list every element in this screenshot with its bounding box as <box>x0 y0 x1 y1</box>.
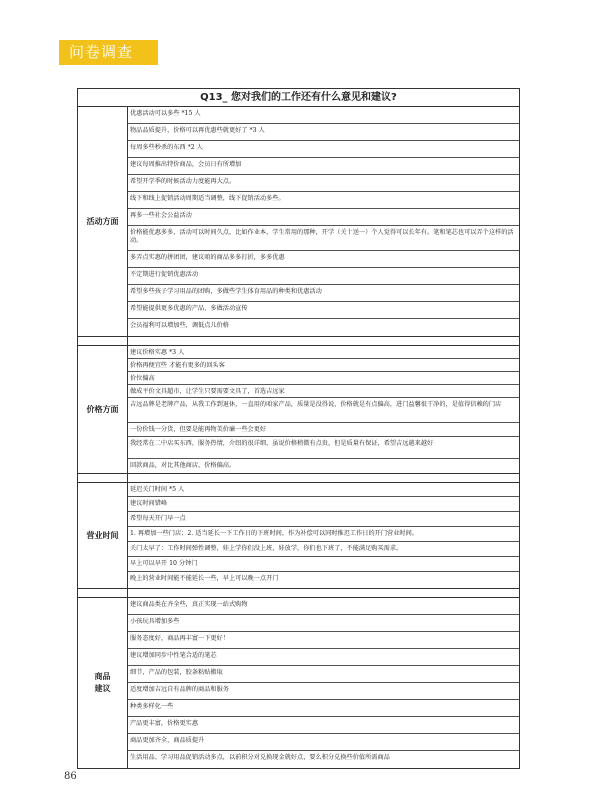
comment-row: 产品更丰富，价格更实惠 <box>128 717 519 734</box>
section-spacer <box>78 337 519 346</box>
section-spacer <box>78 589 519 598</box>
section-header-banner <box>59 40 158 65</box>
section-header-title: 问卷调查 <box>69 43 134 61</box>
comment-row: 建议时间错峰 <box>128 497 519 512</box>
comment-row: 价格能优惠多多，活动可以时间久点，比如作业本，学生常用的那种，开学（关十送一）个人觉得可以长年有。笔和笔芯也可以弄个这样的活动。 <box>128 226 519 251</box>
category-label: 活动方面 <box>78 107 128 336</box>
category-label: 商品 建议 <box>78 598 128 768</box>
comment-row: 细节，产品的包装，胶条粘贴搬取 <box>128 666 519 683</box>
comment-row: 小孩玩具增加多些 <box>128 615 519 632</box>
survey-table <box>77 88 520 769</box>
comment-row: 不定期进行促销优惠活动 <box>128 268 519 285</box>
comment-row: 延迟关门时间 *5 人 <box>128 483 519 497</box>
comment-list <box>128 107 519 336</box>
category-label: 价格方面 <box>78 346 128 473</box>
comment-list <box>128 483 519 588</box>
comment-row: 希望每天开门早一点 <box>128 512 519 527</box>
comment-row: 建议每周推出特价商品，会员日有所增加 <box>128 158 519 175</box>
comment-row: 多弄点实惠的拼团团，建议咱的商品多多打折，多多优惠 <box>128 251 519 268</box>
comment-row: 服务态度好，商品再丰富一下更好！ <box>128 632 519 649</box>
section-activities <box>78 107 519 337</box>
comment-row: 希望开学季的时候活动力度能再大点。 <box>128 175 519 192</box>
comment-row: 种类多样化一些 <box>128 700 519 717</box>
comment-row: 建议价格实惠 *3 人 <box>128 346 519 359</box>
page-number: 86 <box>64 771 77 782</box>
comment-row: 线下和线上促销活动周期适当调整，线下促销活动多些。 <box>128 192 519 209</box>
comment-row: 希望能提供更多优惠的产品，多做活动宣传 <box>128 302 519 319</box>
comment-row: 做成平价文具超市，让学生只要需要文具了，首选吉远家 <box>128 385 519 398</box>
comment-row: 优惠活动可以多些 *15 人 <box>128 107 519 124</box>
comment-row: 每周多些秒杀的东西 *2 人 <box>128 141 519 158</box>
comment-row: 商品更加齐全，商品质提升 <box>128 734 519 751</box>
comment-row: 物品品质提升，价格可以再优惠些就更好了 *3 人 <box>128 124 519 141</box>
comment-list <box>128 598 519 768</box>
question-title: Q13_ 您对我们的工作还有什么意见和建议? <box>78 89 519 107</box>
section-spacer <box>78 474 519 483</box>
comment-row: 回款商品，对比其他商店，价格偏高。 <box>130 462 236 469</box>
comment-row: 适度增加吉远自有品牌的商品和服务 <box>128 683 519 700</box>
comment-row: 吉远品牌是老牌产品，从我工作到退休，一直用的咱家产品，质量是没得说，价格就是有点偏高，进门益馨很干净的，是值得信赖的门店 <box>128 398 519 423</box>
comment-list <box>128 346 519 473</box>
comment-row: 生活用品、学习用品促销活动多点，以前积分对兑换现金就好点，要么积分兑换些价值所需商品 <box>130 754 390 761</box>
comment-row: 早上可以早开 10 分钟门 <box>128 557 519 572</box>
comment-row: 1. 再增加一些门店；2. 适当延长一下工作日的下班时间，作为补偿可以同时推迟工作日的开门营业时间。 <box>128 527 519 542</box>
comment-row: 建议商品类在齐全些，真正实现一站式购物 <box>128 598 519 615</box>
comment-row: 价格再便宜些 才能有更多的回头客 <box>128 359 519 372</box>
section-business-hours <box>78 483 519 589</box>
comment-row: 我经常在二中店买东西，服务热情，介绍的很详细，虽说价格稍微有点贵，但是质量有保证，希望吉远越来越好 <box>128 437 519 459</box>
section-price <box>78 346 519 474</box>
comment-row: 希望多些孩子学习用品的团购，多做些学生体育用品的种类和优惠活动 <box>128 285 519 302</box>
comment-row: 晚上的营业时间能不能延长一些，早上可以晚一点开门 <box>130 575 279 582</box>
comment-row: 一份价钱一分货，但要是能再物美价廉一些会更好 <box>128 423 519 437</box>
comment-row: 建议增加同步中性笔合适的笔芯 <box>128 649 519 666</box>
section-product-suggestions <box>78 598 519 768</box>
comment-row: 再多一些社会公益活动 <box>128 209 519 226</box>
comment-row: 价位偏高 <box>128 372 519 385</box>
category-label: 营业时间 <box>78 483 128 588</box>
comment-row: 会员福利可以增加些，调低点儿价格 <box>130 322 229 329</box>
comment-row: 关门太早了：工作时间弹性调整，娃上学你们没上班，娃放学，你们也下班了，不能满足购买需求。 <box>128 542 519 557</box>
